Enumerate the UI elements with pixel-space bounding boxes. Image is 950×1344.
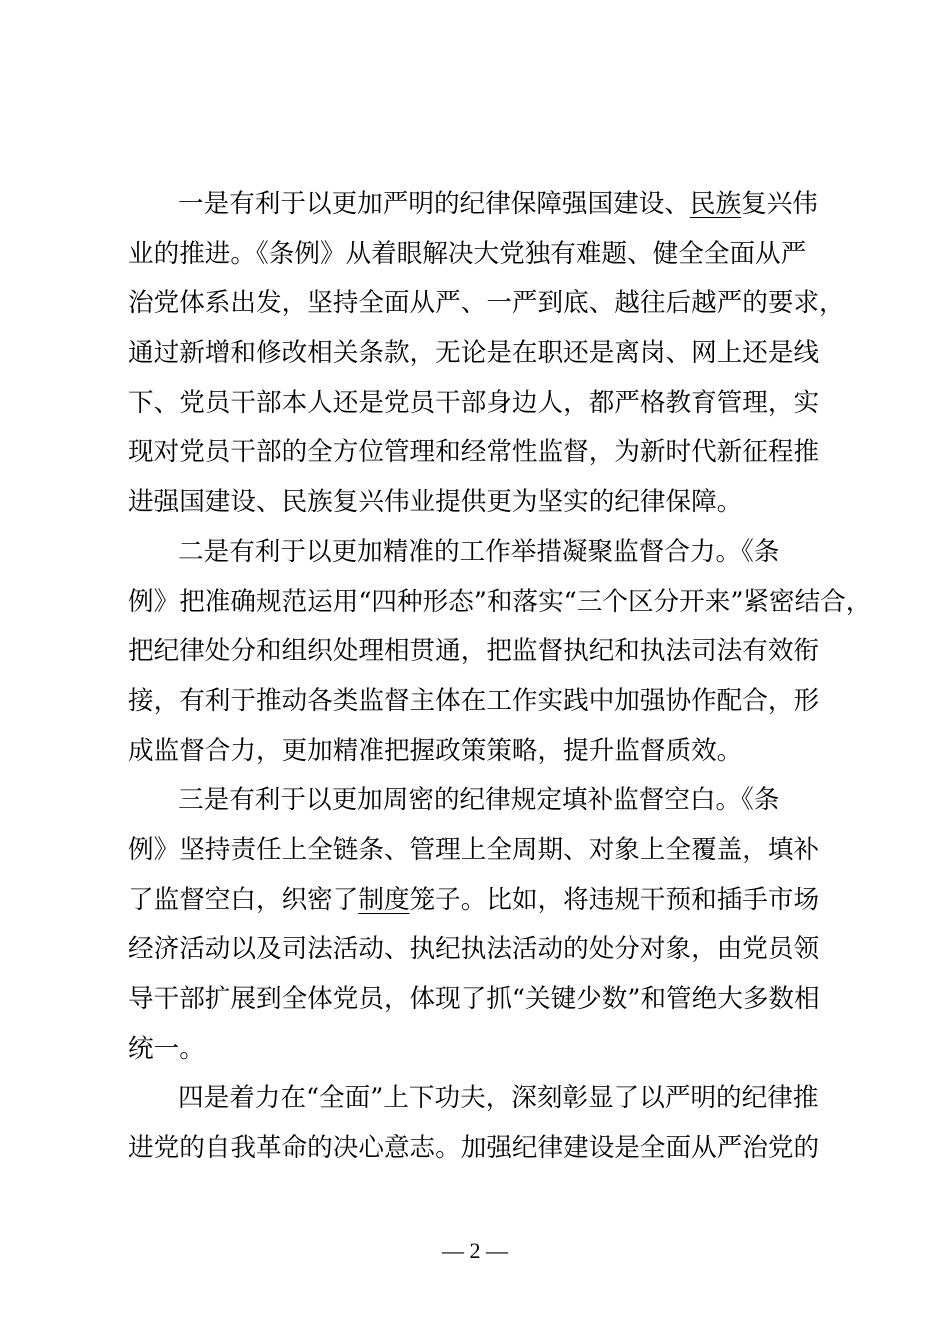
text-line: [128, 180, 848, 230]
text-segment: 复兴伟: [741, 189, 818, 219]
underlined-term: 民族: [689, 189, 742, 219]
text-line: 下、党员干部本人还是党员干部身边人，都严格教育管理，实: [128, 387, 820, 418]
text-line: 业的推进。《条例》从着眼解决大党独有难题、健全全面从严: [128, 238, 807, 269]
text-line: 把纪律处分和组织处理相贯通，把监督执纪和执法司法有效衔: [128, 636, 820, 667]
paragraph-4: [128, 1074, 848, 1173]
text-line: 现对党员干部的全方位管理和经常性监督，为新时代新征程推: [128, 437, 820, 468]
text-line: 例》坚持责任上全链条、管理上全周期、对象上全覆盖，填补: [128, 834, 820, 865]
text-line: 治党体系出发，坚持全面从严、一严到底、越往后越严的要求，: [128, 288, 845, 319]
text-line: 成监督合力，更加精准把握政策策略，提升监督质效。: [128, 735, 743, 766]
text-line: 例》把准确规范运用“四种形态”和落实“三个区分开来”紧密结合，: [128, 586, 872, 617]
underlined-term: 制度: [358, 884, 410, 915]
text-line: 二是有利于以更加精准的工作举措凝聚监督合力。《条: [178, 536, 780, 567]
text-line: 进党的自我革命的决心意志。加强纪律建设是全面从严治党的: [128, 1133, 820, 1164]
paragraph-1: [128, 180, 848, 528]
text-line: 通过新增和修改相关条款，无论是在职还是离岗、网上还是线: [128, 338, 820, 369]
text-segment: 一是有利于以更加严明的纪律保障强国建设、: [178, 189, 690, 219]
document-body: [128, 180, 872, 1174]
text-line: 导干部扩展到全体党员，体现了抓“关键少数”和管绝大多数相: [128, 984, 820, 1014]
paragraph-3: [128, 776, 848, 1074]
text-line: 四是着力在“全面”上下功夫，深刻彰显了以严明的纪律推: [178, 1083, 819, 1114]
text-segment: 了监督空白，织密了: [128, 884, 359, 915]
text-segment: 笼子。比如，将违规干预和插手市场: [409, 884, 820, 915]
text-line: 经济活动以及司法活动、执纪执法活动的处分对象，由党员领: [128, 934, 820, 965]
paragraph-2: [128, 528, 872, 776]
text-line: 三是有利于以更加周密的纪律规定填补监督空白。《条: [178, 785, 780, 816]
text-line: 接，有利于推动各类监督主体在工作实践中加强协作配合，形: [128, 685, 820, 716]
text-line: 统一。: [128, 1033, 205, 1064]
page-number: — 2 —: [442, 1238, 508, 1263]
text-line: [128, 876, 848, 926]
text-line: 进强国建设、民族复兴伟业提供更为坚实的纪律保障。: [128, 487, 743, 518]
